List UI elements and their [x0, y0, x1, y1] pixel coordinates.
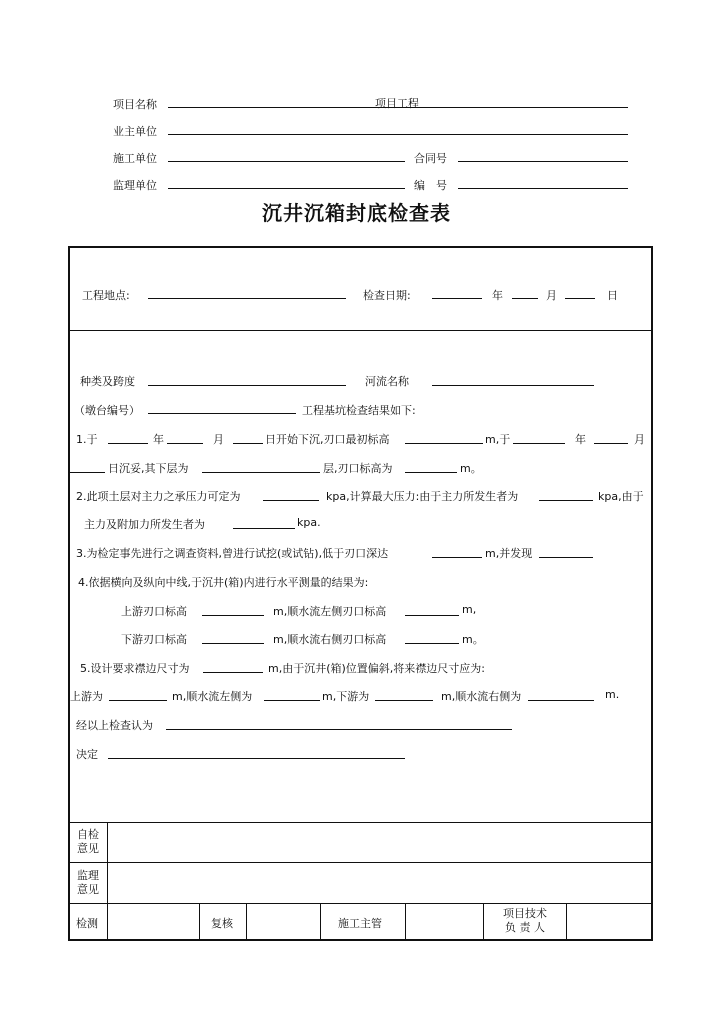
s1-year: 年: [153, 433, 164, 446]
pier-label: （墩台编号）: [74, 404, 140, 417]
s5b-down: m,下游为: [322, 690, 370, 703]
s2b-kpa: kpa.: [297, 516, 321, 529]
river-line[interactable]: [432, 385, 594, 386]
down-m2: m。: [462, 633, 484, 646]
s4-text: 4.依据横向及纵向中线,于沉井(箱)内进行水平测量的结果为:: [78, 576, 369, 589]
s2b-text: 主力及附加力所发生者为: [84, 518, 205, 531]
review-field[interactable]: [247, 904, 319, 939]
page-title: 沉井沉箱封底检查表: [262, 201, 451, 225]
supervision-label: [70, 869, 106, 897]
s2-bearing-line[interactable]: [263, 500, 319, 501]
s1b-day-line[interactable]: [69, 472, 105, 473]
day-label: 日: [607, 289, 618, 302]
location-line[interactable]: [148, 298, 346, 299]
s1-month-line[interactable]: [167, 443, 203, 444]
s1-month2-line[interactable]: [594, 443, 628, 444]
s5-text: 5.设计要求襟边尺寸为: [80, 662, 190, 675]
s2-kpa2: kpa,由于: [598, 490, 644, 503]
down-edge-text: m,顺水流右侧刃口标高: [273, 633, 387, 646]
s1-prefix: 1.于: [76, 433, 98, 446]
month-label: 月: [546, 289, 557, 302]
footer-vline-4: [320, 903, 321, 940]
decision-line[interactable]: [108, 758, 405, 759]
s3-m: m,并发现: [485, 547, 533, 560]
s1-month2: 月: [634, 433, 645, 446]
s3-text: 3.为检定事先进行之调查资料,曾进行试挖(或试钻),低于刃口深达: [76, 547, 389, 560]
s5-m: m,由于沉井(箱)位置偏斜,将来襟边尺寸应为:: [268, 662, 485, 675]
owner-label: 业主单位: [113, 125, 157, 138]
tech-lead-line1: 项目技术: [503, 907, 547, 920]
construction-lead-label: 施工主管: [338, 917, 382, 930]
self-check-line2: 意见: [77, 842, 99, 855]
up-edge-label: 上游刃口标高: [121, 605, 187, 618]
s1-month: 月: [213, 433, 224, 446]
location-label: 工程地点:: [82, 289, 130, 302]
number-label: 编 号: [414, 179, 447, 192]
type-label: 种类及跨度: [80, 375, 135, 388]
up-edge-text: m,顺水流左侧刃口标高: [273, 605, 387, 618]
inspect-field[interactable]: [108, 904, 198, 939]
s5-size-line[interactable]: [203, 672, 263, 673]
number-line[interactable]: [458, 188, 628, 189]
s5b-up: 上游为: [70, 690, 103, 703]
date-day-line[interactable]: [565, 298, 595, 299]
supervision-line1: 监理: [77, 869, 99, 882]
inspect-label: 检测: [76, 917, 98, 930]
s5b-down-line[interactable]: [375, 700, 433, 701]
s2-text: 2.此项土层对主力之承压力可定为: [76, 490, 241, 503]
s1-day-text: 日开始下沉,刃口最初标高: [265, 433, 390, 446]
supervisor-label: 监理单位: [113, 179, 157, 192]
s1-m: m,于: [485, 433, 511, 446]
owner-line[interactable]: [168, 134, 628, 135]
s2b-line[interactable]: [233, 528, 295, 529]
s2-main-line[interactable]: [539, 500, 593, 501]
date-year-line[interactable]: [432, 298, 482, 299]
s1b-layer: 层,刃口标高为: [323, 462, 393, 475]
date-month-line[interactable]: [512, 298, 538, 299]
builder-line[interactable]: [168, 161, 405, 162]
s1-year2: 年: [575, 433, 586, 446]
s2-kpa1: kpa,计算最大压力:由于主力所发生者为: [326, 490, 519, 503]
s5b-m: m.: [605, 688, 620, 701]
project-name-value[interactable]: 项目工程: [375, 97, 419, 110]
decision-label: 决定: [76, 748, 98, 761]
supervision-line2: 意见: [77, 883, 99, 896]
divider: [69, 330, 652, 331]
s1-year2-line[interactable]: [513, 443, 565, 444]
self-check-field[interactable]: [108, 823, 651, 861]
down-edge-label: 下游刃口标高: [121, 633, 187, 646]
tech-lead-field[interactable]: [567, 904, 651, 939]
s1b-m: m。: [460, 462, 482, 475]
s5b-left-line[interactable]: [264, 700, 320, 701]
s5b-left: m,顺水流左侧为: [172, 690, 253, 703]
builder-label: 施工单位: [113, 152, 157, 165]
project-name-label: 项目名称: [113, 98, 157, 111]
contract-label: 合同号: [414, 152, 447, 165]
conclusion-line[interactable]: [166, 729, 512, 730]
s5b-up-line[interactable]: [109, 700, 167, 701]
s1-day-line[interactable]: [233, 443, 263, 444]
s3-found-line[interactable]: [539, 557, 593, 558]
type-line[interactable]: [148, 385, 346, 386]
pit-result-label: 工程基坑检查结果如下:: [302, 404, 416, 417]
tech-lead-label: [487, 907, 563, 935]
up-edge-line[interactable]: [202, 615, 264, 616]
year-label: 年: [492, 289, 503, 302]
up-left-line[interactable]: [405, 615, 459, 616]
construction-lead-field[interactable]: [406, 904, 482, 939]
s1b-layer-line[interactable]: [202, 472, 320, 473]
s3-depth-line[interactable]: [432, 557, 482, 558]
s1-elev-line[interactable]: [405, 443, 483, 444]
up-m2: m,: [462, 603, 477, 616]
s1-year-line[interactable]: [108, 443, 148, 444]
down-right-line[interactable]: [405, 643, 459, 644]
self-check-line1: 自检: [77, 828, 99, 841]
footer-vline-6: [483, 903, 484, 940]
down-edge-line[interactable]: [202, 643, 264, 644]
s5b-right: m,顺水流右侧为: [441, 690, 522, 703]
contract-line[interactable]: [458, 161, 628, 162]
self-check-label: [70, 828, 106, 856]
supervisor-line[interactable]: [168, 188, 405, 189]
river-label: 河流名称: [365, 375, 409, 388]
review-label: 复核: [211, 917, 233, 930]
s1b-elev-line[interactable]: [405, 472, 457, 473]
supervision-field[interactable]: [108, 863, 651, 902]
footer-vline-2: [199, 903, 200, 940]
pier-line[interactable]: [148, 413, 296, 414]
s1b-text: 日沉妥,其下层为: [108, 462, 189, 475]
s5b-right-line[interactable]: [528, 700, 594, 701]
tech-lead-line2: 负 责 人: [505, 921, 545, 934]
date-label: 检查日期:: [363, 289, 411, 302]
conclusion-label: 经以上检查认为: [76, 719, 153, 732]
